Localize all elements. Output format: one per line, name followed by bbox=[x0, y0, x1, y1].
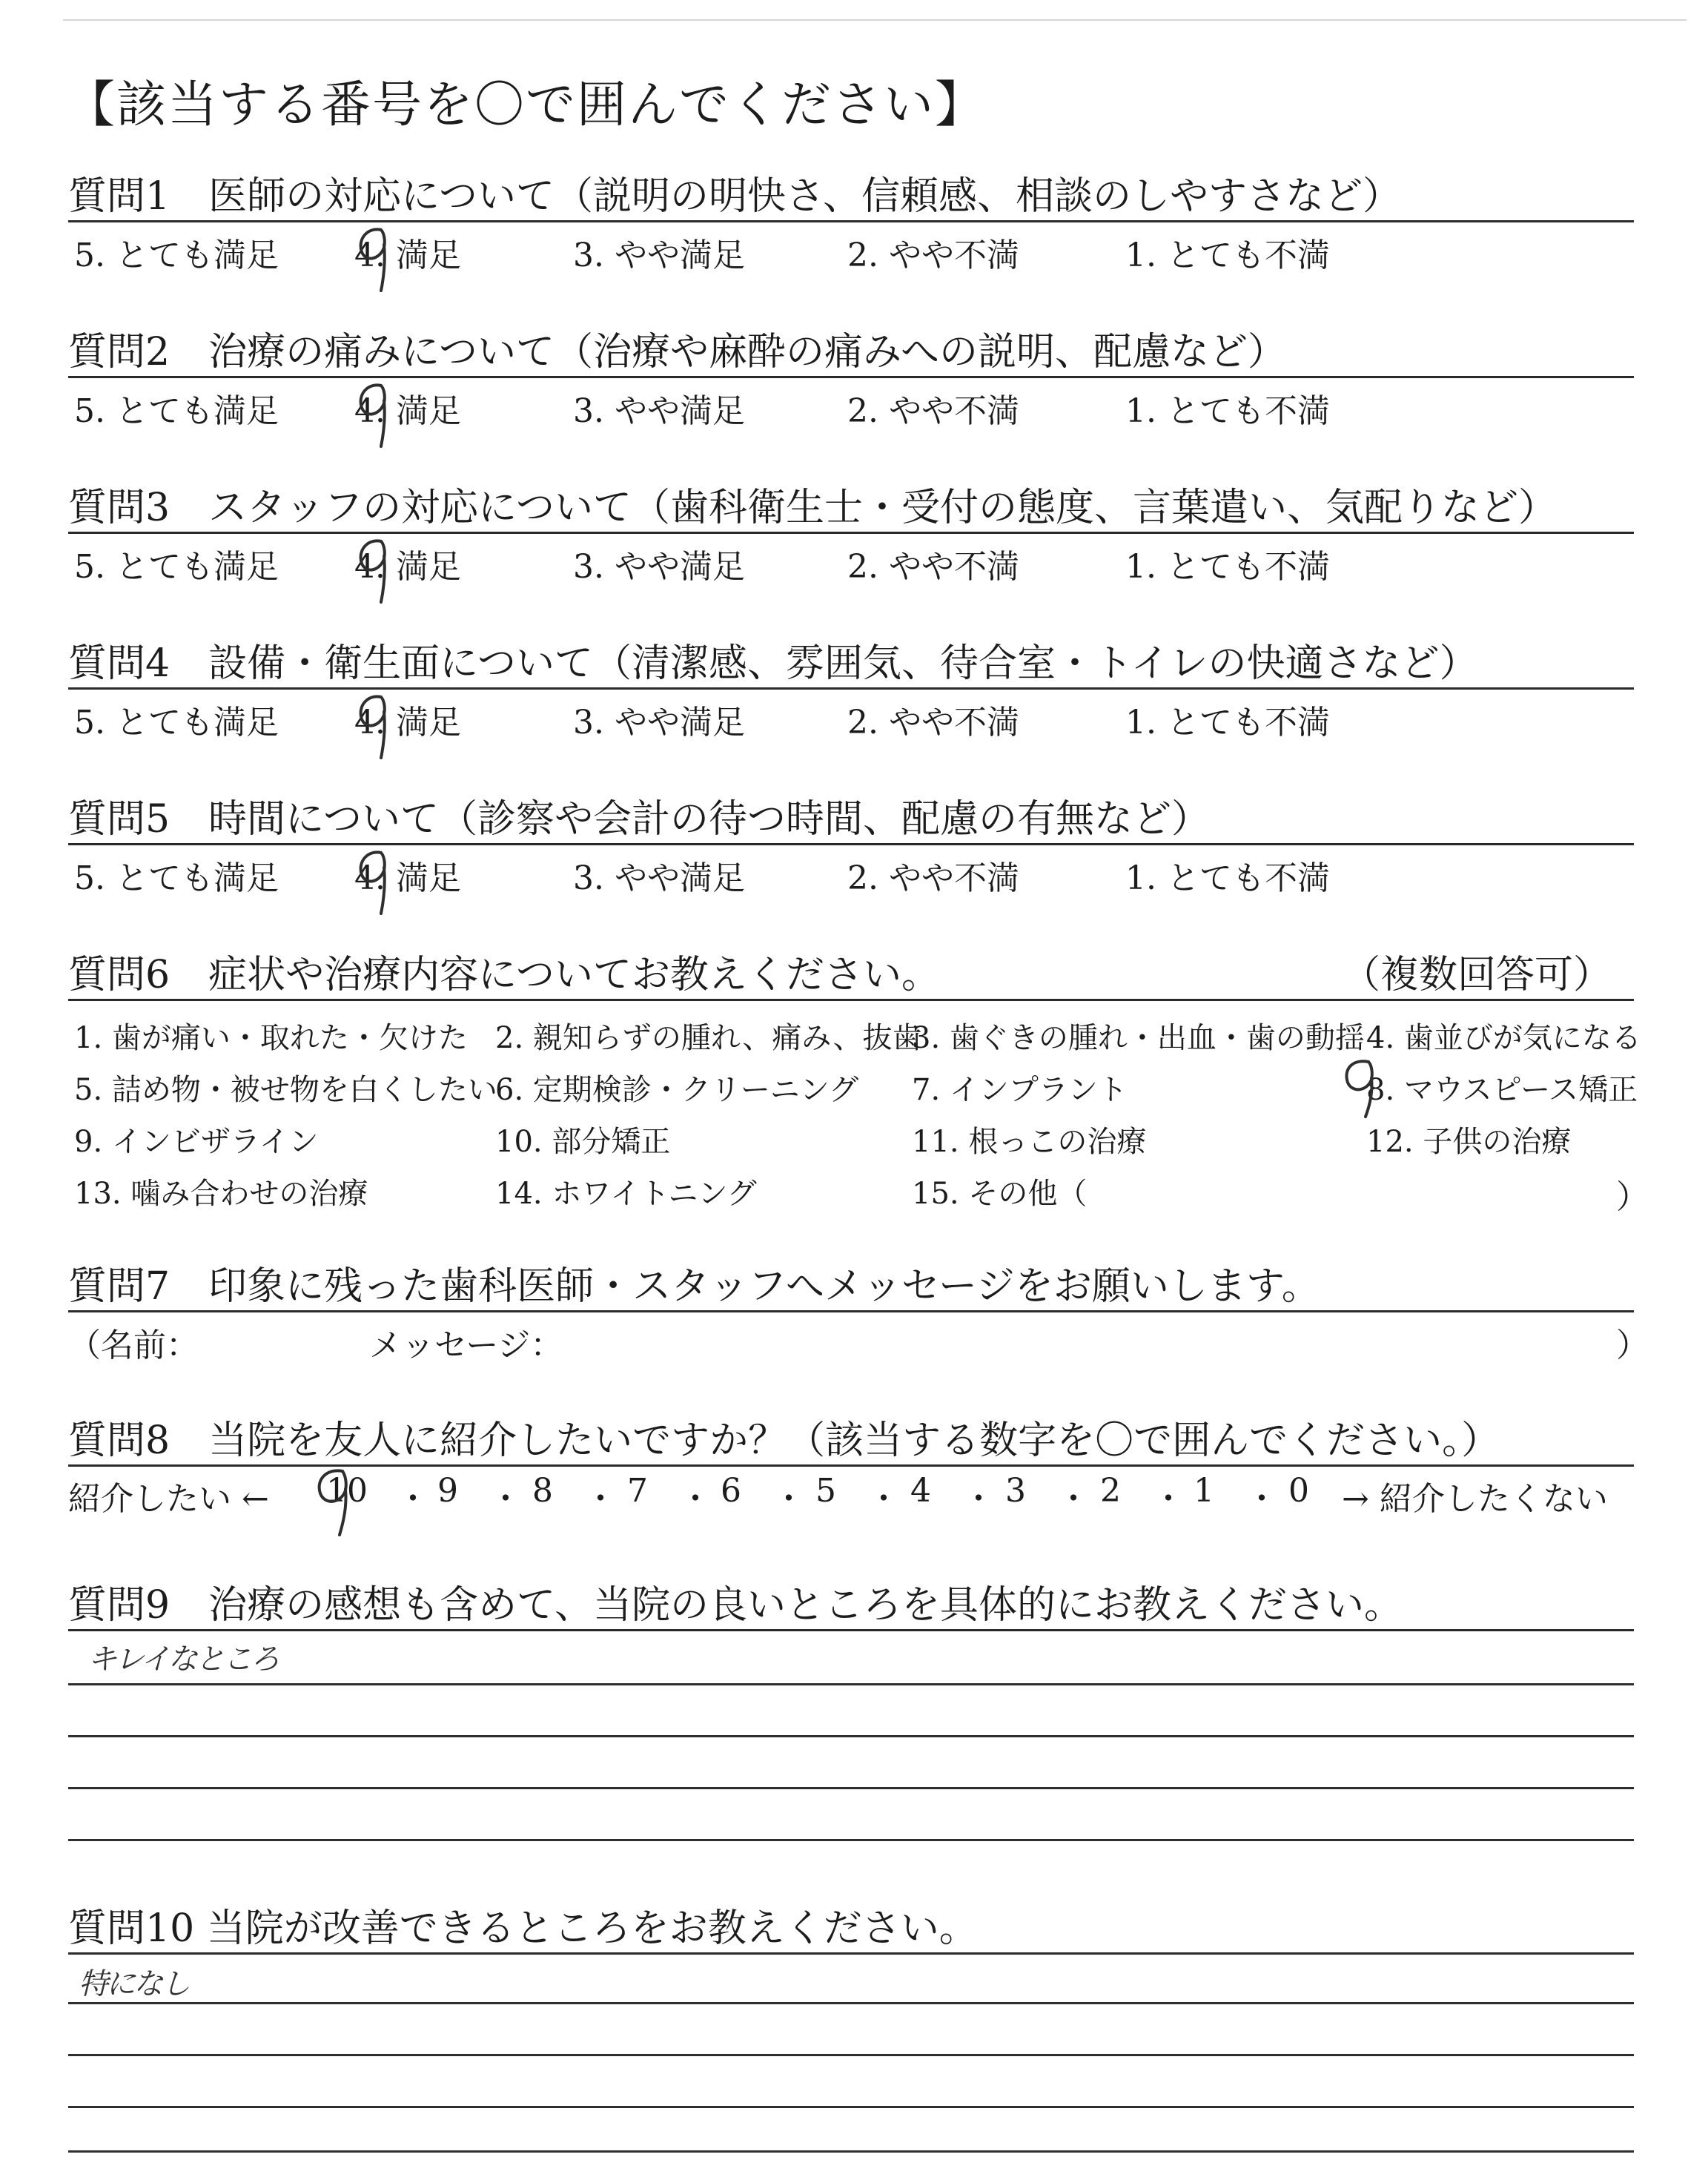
q6-option-4[interactable]: 4. 歯並びが気になる bbox=[1366, 1021, 1641, 1055]
q10-writing-line bbox=[68, 2054, 1634, 2056]
q6-option-11[interactable]: 11. 根っこの治療 bbox=[912, 1125, 1147, 1159]
question-7-rule bbox=[68, 1310, 1634, 1312]
q6-option-10[interactable]: 10. 部分矯正 bbox=[495, 1125, 671, 1159]
q1-option-3[interactable]: 3. やや満足 bbox=[573, 237, 745, 274]
q6-option-15[interactable]: 15. その他（ bbox=[912, 1177, 1088, 1211]
question-1-label: 質問1 医師の対応について（説明の明快さ、信頼感、相談のしやすさなど） bbox=[68, 174, 1401, 219]
question-2-rule bbox=[68, 376, 1634, 378]
question-5 bbox=[68, 787, 1634, 851]
q6-option-8[interactable]: 8. マウスピース矯正 bbox=[1366, 1073, 1638, 1107]
question-6-label: 質問6 症状や治療内容についてお教えください。 bbox=[68, 953, 941, 997]
q8-score-6[interactable]: 6 bbox=[721, 1472, 741, 1510]
question-5-label: 質問5 時間について（診察や会計の待つ時間、配慮の有無など） bbox=[68, 797, 1211, 842]
question-4 bbox=[68, 632, 1634, 696]
q3-handwritten-selection-mark bbox=[354, 534, 399, 608]
q8-right-label: → 紹介したくない bbox=[1342, 1480, 1608, 1518]
q5-option-2[interactable]: 2. やや不満 bbox=[847, 859, 1019, 897]
q6-option-12[interactable]: 12. 子供の治療 bbox=[1366, 1125, 1572, 1159]
q3-option-4[interactable]: 4. 満足 bbox=[354, 548, 461, 586]
q4-option-2[interactable]: 2. やや不満 bbox=[847, 704, 1019, 742]
question-8-rule bbox=[68, 1464, 1634, 1467]
question-4-label: 質問4 設備・衛生面について（清潔感、雰囲気、待合室・トイレの快適さなど） bbox=[68, 641, 1478, 686]
question-1-rule bbox=[68, 220, 1634, 222]
q6-option-6[interactable]: 6. 定期検診・クリーニング bbox=[495, 1073, 859, 1107]
q2-option-2[interactable]: 2. やや不満 bbox=[847, 392, 1019, 430]
q8-score-10[interactable]: 10 bbox=[326, 1472, 368, 1510]
question-8 bbox=[68, 1409, 1634, 1473]
q5-option-5[interactable]: 5. とても満足 bbox=[74, 859, 279, 897]
q3-option-1[interactable]: 1. とても不満 bbox=[1125, 548, 1330, 586]
q6-option-3[interactable]: 3. 歯ぐきの腫れ・出血・歯の動揺 bbox=[912, 1021, 1365, 1055]
q5-handwritten-selection-mark bbox=[354, 845, 399, 919]
q8-score-2[interactable]: 2 bbox=[1100, 1472, 1121, 1510]
question-3-label: 質問3 スタッフの対応について（歯科衛生士・受付の態度、言葉遣い、気配りなど） bbox=[68, 486, 1558, 530]
q6-option-13[interactable]: 13. 噛み合わせの治療 bbox=[74, 1177, 368, 1211]
q6-option-14[interactable]: 14. ホワイトニング bbox=[495, 1177, 757, 1211]
q8-separator: ・ bbox=[1057, 1480, 1090, 1518]
question-7 bbox=[68, 1255, 1634, 1318]
q8-separator: ・ bbox=[489, 1480, 522, 1518]
question-2 bbox=[68, 320, 1634, 384]
q3-option-3[interactable]: 3. やや満足 bbox=[573, 548, 745, 586]
question-10-rule bbox=[68, 1952, 1634, 1955]
q5-option-4[interactable]: 4. 満足 bbox=[354, 859, 461, 897]
q8-score-3[interactable]: 3 bbox=[1005, 1472, 1026, 1510]
q1-option-1[interactable]: 1. とても不満 bbox=[1125, 237, 1330, 274]
q8-score-0[interactable]: 0 bbox=[1288, 1472, 1309, 1510]
q9-writing-line bbox=[68, 1683, 1634, 1685]
q1-option-4[interactable]: 4. 満足 bbox=[354, 237, 461, 274]
question-9-rule bbox=[68, 1629, 1634, 1631]
q6-option-2[interactable]: 2. 親知らずの腫れ、痛み、抜歯 bbox=[495, 1021, 922, 1055]
q8-score-9[interactable]: 9 bbox=[437, 1472, 458, 1510]
q4-option-4[interactable]: 4. 満足 bbox=[354, 704, 461, 742]
question-3 bbox=[68, 476, 1634, 540]
q1-handwritten-selection-mark bbox=[354, 222, 399, 297]
page-top-rule bbox=[63, 19, 1687, 21]
q6-option-1[interactable]: 1. 歯が痛い・取れた・欠けた bbox=[74, 1021, 468, 1055]
question-1 bbox=[68, 165, 1634, 228]
q3-option-5[interactable]: 5. とても満足 bbox=[74, 548, 279, 586]
q9-writing-line bbox=[68, 1839, 1634, 1841]
q8-handwritten-circle-mark bbox=[313, 1465, 365, 1539]
q10-writing-line bbox=[68, 2150, 1634, 2153]
question-9-label: 質問9 治療の感想も含めて、当院の良いところを具体的にお教えください。 bbox=[68, 1583, 1403, 1628]
q7-name-label: （名前： bbox=[68, 1327, 199, 1364]
q8-separator: ・ bbox=[679, 1480, 712, 1518]
q8-score-4[interactable]: 4 bbox=[910, 1472, 931, 1510]
q7-message-label: メッセージ： bbox=[369, 1327, 563, 1364]
q1-option-2[interactable]: 2. やや不満 bbox=[847, 237, 1019, 274]
question-7-label: 質問7 印象に残った歯科医師・スタッフへメッセージをお願いします。 bbox=[68, 1264, 1320, 1309]
q9-writing-line bbox=[68, 1787, 1634, 1789]
q2-option-5[interactable]: 5. とても満足 bbox=[74, 392, 279, 430]
q4-option-1[interactable]: 1. とても不満 bbox=[1125, 704, 1330, 742]
q8-separator: ・ bbox=[1152, 1480, 1185, 1518]
q2-option-3[interactable]: 3. やや満足 bbox=[573, 392, 745, 430]
question-6 bbox=[68, 943, 1634, 1007]
q8-score-7[interactable]: 7 bbox=[627, 1472, 648, 1510]
q7-close-paren: ） bbox=[1616, 1327, 1649, 1364]
q8-separator: ・ bbox=[1245, 1480, 1278, 1518]
q5-option-1[interactable]: 1. とても不満 bbox=[1125, 859, 1330, 897]
q3-option-2[interactable]: 2. やや不満 bbox=[847, 548, 1019, 586]
q8-left-label: 紹介したい ← bbox=[68, 1480, 269, 1518]
question-5-rule bbox=[68, 843, 1634, 845]
question-8-label: 質問8 当院を友人に紹介したいですか？（該当する数字を〇で囲んでください。） bbox=[68, 1418, 1500, 1463]
q8-score-5[interactable]: 5 bbox=[815, 1472, 836, 1510]
q6-option-9[interactable]: 9. インビザライン bbox=[74, 1125, 319, 1159]
question-10 bbox=[68, 1897, 1634, 1961]
question-6-rule bbox=[68, 999, 1634, 1001]
q4-option-5[interactable]: 5. とても満足 bbox=[74, 704, 279, 742]
q4-option-3[interactable]: 3. やや満足 bbox=[573, 704, 745, 742]
q8-separator: ・ bbox=[772, 1480, 805, 1518]
q8-separator: ・ bbox=[867, 1480, 900, 1518]
q8-separator: ・ bbox=[397, 1480, 429, 1518]
q1-option-5[interactable]: 5. とても満足 bbox=[74, 237, 279, 274]
q10-handwritten-answer: 特になし bbox=[79, 1967, 188, 2001]
q8-separator: ・ bbox=[962, 1480, 995, 1518]
page-title: 【該当する番号を〇で囲んでください】 bbox=[65, 76, 986, 133]
q6-option-7[interactable]: 7. インプラント bbox=[912, 1073, 1128, 1107]
q4-handwritten-selection-mark bbox=[354, 690, 399, 764]
question-3-rule bbox=[68, 532, 1634, 534]
question-9 bbox=[68, 1573, 1634, 1637]
q8-score-8[interactable]: 8 bbox=[532, 1472, 553, 1510]
q10-writing-line bbox=[68, 2106, 1634, 2108]
q6-handwritten-circle-mark bbox=[1340, 1056, 1385, 1123]
q8-score-1[interactable]: 1 bbox=[1194, 1472, 1214, 1510]
q2-option-4[interactable]: 4. 満足 bbox=[354, 392, 461, 430]
q9-writing-line bbox=[68, 1735, 1634, 1737]
q6-other-close-paren: ） bbox=[1616, 1178, 1649, 1216]
q8-separator: ・ bbox=[584, 1480, 617, 1518]
q6-option-5[interactable]: 5. 詰め物・被せ物を白くしたい bbox=[74, 1073, 497, 1107]
q2-option-1[interactable]: 1. とても不満 bbox=[1125, 392, 1330, 430]
question-4-rule bbox=[68, 687, 1634, 690]
question-10-label: 質問10 当院が改善できるところをお教えください。 bbox=[68, 1906, 978, 1951]
question-2-label: 質問2 治療の痛みについて（治療や麻酔の痛みへの説明、配慮など） bbox=[68, 330, 1287, 374]
q9-handwritten-answer: キレイなところ bbox=[87, 1642, 278, 1677]
q5-option-3[interactable]: 3. やや満足 bbox=[573, 859, 745, 897]
q10-writing-line bbox=[68, 2002, 1634, 2004]
question-6-note: （複数回答可） bbox=[1341, 953, 1612, 997]
q2-handwritten-selection-mark bbox=[354, 378, 399, 452]
